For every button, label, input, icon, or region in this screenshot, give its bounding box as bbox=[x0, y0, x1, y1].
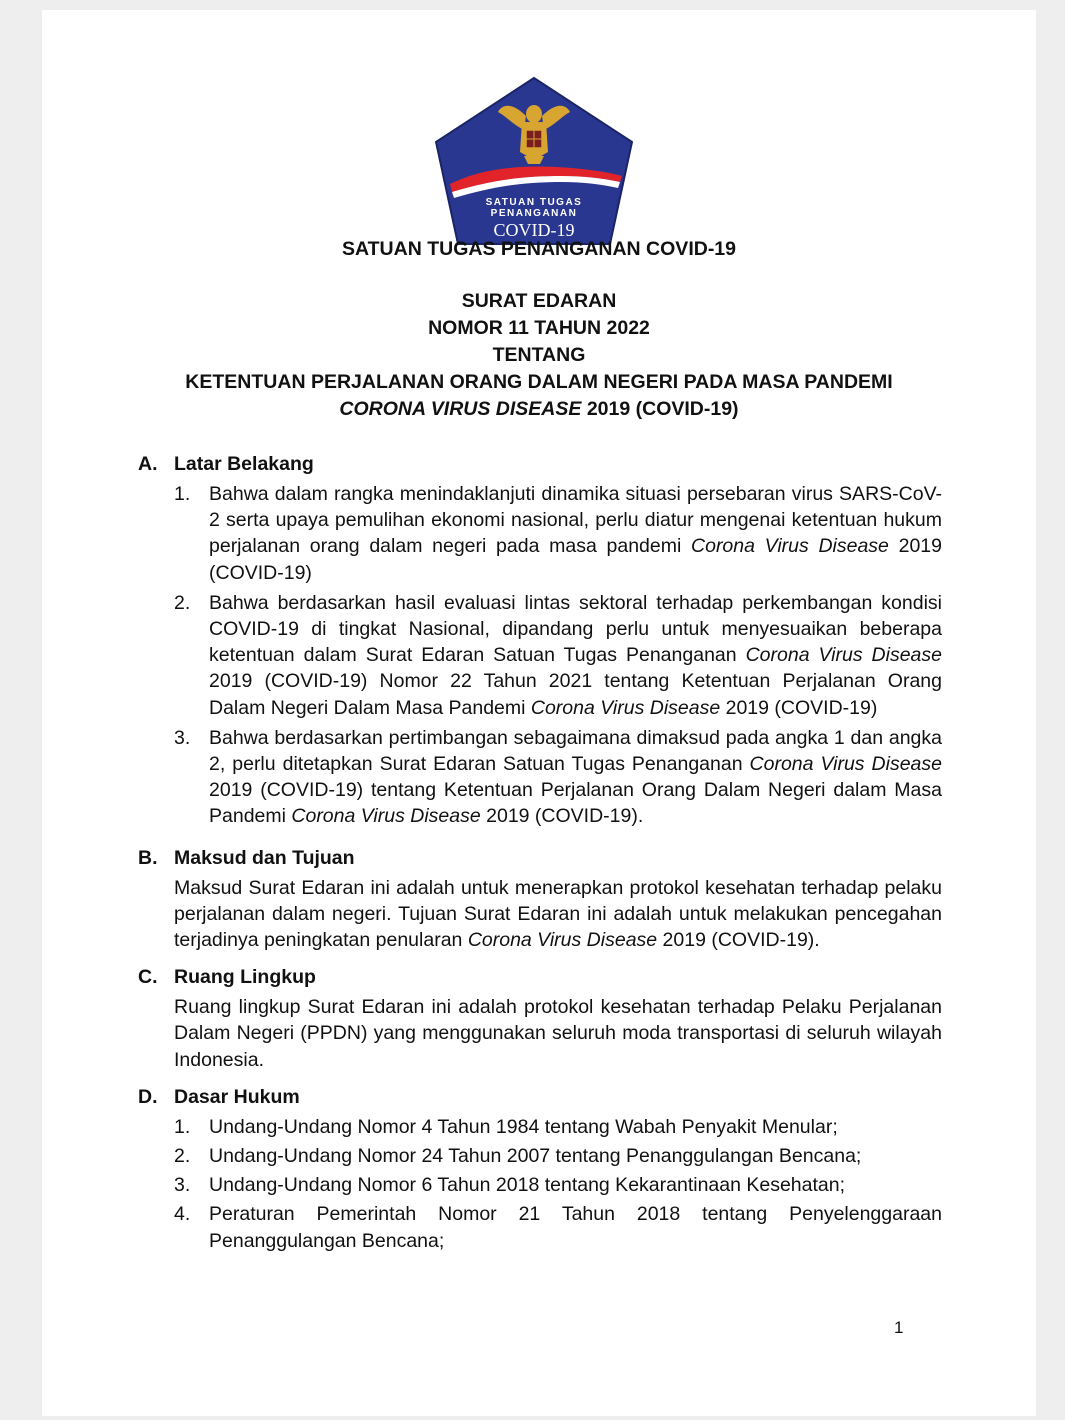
section-title: Latar Belakang bbox=[174, 453, 314, 475]
item-number: 3. bbox=[174, 1174, 191, 1197]
item-text-italic: Corona Virus Disease bbox=[745, 644, 942, 667]
list-item bbox=[138, 590, 942, 721]
item-text: 2019 (COVID-19) bbox=[209, 535, 942, 584]
item-number: 3. bbox=[174, 726, 191, 749]
item-number: 1. bbox=[174, 1115, 191, 1138]
item-text-italic: Corona Virus Disease bbox=[691, 535, 889, 558]
section-letter: C. bbox=[138, 966, 158, 989]
logo-text-line2: PENANGANAN bbox=[490, 208, 578, 219]
item-number: 2. bbox=[174, 1145, 191, 1168]
item-text: 2019 (COVID-19) tentang Ketentuan Perjalanan Orang Dalam Negeri dalam Masa Pandemi bbox=[209, 779, 942, 828]
paragraph-text-italic: Corona Virus Disease bbox=[467, 929, 658, 952]
list-item bbox=[138, 725, 942, 830]
item-text: Undang-Undang Nomor 24 Tahun 2007 tentang Penanggulangan Bencana; bbox=[209, 1145, 862, 1168]
item-text-italic: Corona Virus Disease bbox=[530, 696, 721, 719]
list-item bbox=[138, 1201, 942, 1253]
doc-subject-line2 bbox=[42, 396, 1036, 423]
section-d-heading bbox=[138, 1084, 942, 1114]
logo-text-line1: SATUAN TUGAS bbox=[485, 197, 583, 208]
section-letter: B. bbox=[138, 846, 158, 869]
item-text: Peraturan Pemerintah Nomor 21 Tahun 2018 tentang Penyelenggaraan Penanggulangan Bencana; bbox=[209, 1203, 942, 1252]
section-b-heading bbox=[138, 845, 942, 875]
section-d-list bbox=[138, 1114, 942, 1254]
item-text-italic: Corona Virus Disease bbox=[749, 753, 942, 776]
section-title: Maksud dan Tujuan bbox=[174, 846, 355, 869]
list-item bbox=[138, 1143, 942, 1169]
item-text: Bahwa dalam rangka menindaklanjuti dinamika situasi persebaran virus SARS-CoV-2 serta upaya pemulihan ekonomi nasional, perlu diatur mengenai ketentuan hukum perjalanan orang dalam negeri pada masa pandemi bbox=[209, 483, 942, 558]
item-text-italic: Corona Virus Disease bbox=[291, 805, 481, 828]
paragraph-text: Maksud Surat Edaran ini adalah untuk menerapkan protokol kesehatan terhadap pelaku perjalanan dalam negeri. Tujuan Surat Edaran ini adalah untuk melakukan pencegahan terjadinya peningkatan penularan bbox=[174, 876, 942, 952]
document-header bbox=[42, 288, 1036, 423]
section-title: Ruang Lingkup bbox=[174, 966, 316, 989]
org-title: SATUAN TUGAS PENANGANAN COVID-19 bbox=[342, 238, 736, 260]
item-text: Undang-Undang Nomor 6 Tahun 2018 tentang Kekarantinaan Kesehatan; bbox=[209, 1174, 846, 1197]
document-page bbox=[42, 10, 1036, 1416]
doc-subject-italic: CORONA VIRUS DISEASE bbox=[339, 398, 582, 420]
item-number: 1. bbox=[174, 483, 191, 505]
list-item bbox=[138, 481, 942, 586]
logo-text-line3: COVID-19 bbox=[493, 220, 575, 240]
item-number: 4. bbox=[174, 1203, 191, 1226]
list-item bbox=[138, 1114, 942, 1140]
section-a-list bbox=[138, 481, 942, 830]
section-c-heading bbox=[138, 964, 942, 994]
doc-type: SURAT EDARAN bbox=[461, 290, 617, 312]
section-letter: D. bbox=[138, 1085, 158, 1108]
section-c-paragraph: Ruang lingkup Surat Edaran ini adalah protokol kesehatan terhadap Pelaku Perjalanan Dalam Negeri (PPDN) yang menggunakan seluruh moda transportasi di seluruh wilayah Indonesia. bbox=[174, 996, 942, 1071]
item-text: 2019 (COVID-19). bbox=[480, 805, 644, 828]
item-text: Bahwa berdasarkan hasil evaluasi lintas sektoral terhadap perkembangan kondisi COVID-19 di tingkat Nasional, dipandang perlu untuk menyesuaikan beberapa ketentuan dalam Surat Edaran Satuan Tugas Penanganan bbox=[209, 591, 942, 667]
section-title: Dasar Hukum bbox=[174, 1085, 300, 1108]
doc-subject: KETENTUAN PERJALANAN ORANG DALAM NEGERI PADA MASA PANDEMI bbox=[185, 371, 893, 393]
item-text: Undang-Undang Nomor 4 Tahun 1984 tentang Wabah Penyakit Menular; bbox=[209, 1115, 838, 1138]
document-body bbox=[138, 451, 942, 1257]
page-number: 1 bbox=[894, 1318, 904, 1337]
section-a-heading bbox=[138, 451, 942, 481]
item-text: 2019 (COVID-19) Nomor 22 Tahun 2021 tentang Ketentuan Perjalanan Orang Dalam Negeri Dalam Masa Pandemi bbox=[209, 670, 942, 719]
satgas-covid19-logo bbox=[432, 72, 636, 248]
doc-number: NOMOR 11 TAHUN 2022 bbox=[428, 317, 650, 339]
list-item bbox=[138, 1172, 942, 1198]
doc-about: TENTANG bbox=[492, 344, 586, 366]
section-letter: A. bbox=[138, 453, 158, 475]
item-number: 2. bbox=[174, 591, 191, 614]
paragraph-text: 2019 (COVID-19). bbox=[657, 929, 820, 952]
doc-subject-rest: 2019 (COVID-19) bbox=[581, 398, 739, 420]
item-text: 2019 (COVID-19) bbox=[720, 696, 878, 719]
item-text: Bahwa berdasarkan pertimbangan sebagaimana dimaksud pada angka 1 dan angka 2, perlu ditetapkan Surat Edaran Satuan Tugas Penanganan bbox=[209, 726, 942, 776]
section-b-paragraph bbox=[138, 875, 942, 954]
